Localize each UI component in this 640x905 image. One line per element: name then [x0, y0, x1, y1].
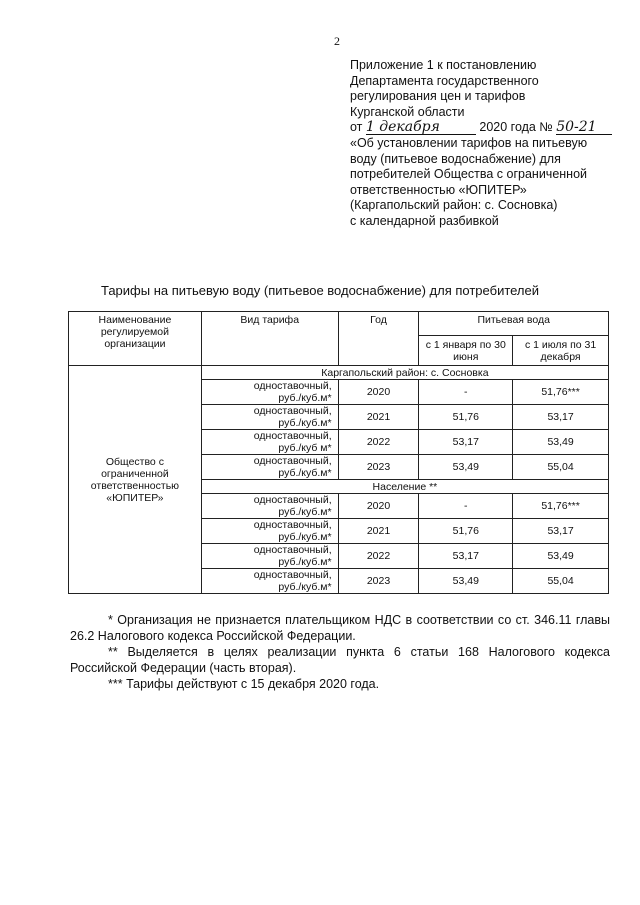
organization-cell: Общество с ограниченной ответственностью «ЮПИТЕР»	[69, 366, 202, 594]
value-h2: 53,17	[513, 519, 609, 544]
tariff-kind	[201, 380, 338, 405]
kind-unit: руб./куб.м*	[278, 506, 332, 518]
year-text: 2020 года №	[479, 120, 553, 135]
value-h2: 51,76***	[513, 380, 609, 405]
value-h2: 53,17	[513, 405, 609, 430]
subject-line: ответственностью «ЮПИТЕР»	[350, 182, 527, 197]
value-h2: 55,04	[513, 455, 609, 480]
value-h1: 53,49	[419, 455, 513, 480]
header-period-1: с 1 января по 30 июня	[419, 336, 513, 366]
kind-line: одноставочный,	[253, 405, 332, 417]
header-date-line	[350, 120, 610, 136]
tariff-kind	[201, 569, 338, 594]
value-h2: 53,49	[513, 544, 609, 569]
year-cell: 2023	[338, 569, 419, 594]
year-cell: 2020	[338, 494, 419, 519]
kind-unit: руб./куб м*	[278, 442, 332, 454]
tariff-kind	[201, 544, 338, 569]
value-h1: 51,76	[419, 405, 513, 430]
subject-line: «Об установлении тарифов на питьевую	[350, 135, 588, 150]
tariff-table	[68, 311, 609, 594]
value-h1: 51,76	[419, 519, 513, 544]
kind-line: одноставочный,	[253, 380, 332, 392]
footnote: *** Тарифы действуют с 15 декабря 2020 года.	[108, 677, 380, 691]
header-line: Курганской области	[350, 104, 465, 119]
appendix-header	[350, 58, 610, 230]
subject-line: воду (питьевое водоснабжение) для	[350, 151, 561, 166]
tariff-kind	[201, 494, 338, 519]
header-year: Год	[338, 312, 419, 366]
kind-line: одноставочный,	[253, 494, 332, 506]
date-prefix: от	[350, 120, 363, 135]
year-cell: 2021	[338, 405, 419, 430]
tariff-kind	[201, 405, 338, 430]
year-cell: 2021	[338, 519, 419, 544]
subject-line: потребителей Общества с ограниченной	[350, 167, 588, 182]
kind-unit: руб./куб.м*	[278, 531, 332, 543]
footnotes	[70, 612, 610, 692]
year-cell: 2023	[338, 455, 419, 480]
footnote: ** Выделяется в целях реализации пункта 6 статьи 168 Налогового кодекса Российской Федерации (часть вторая).	[70, 645, 610, 675]
kind-line: одноставочный,	[253, 544, 332, 556]
header-kind: Вид тарифа	[201, 312, 338, 366]
handwritten-date: 1 декабря	[366, 121, 476, 135]
value-h1: 53,49	[419, 569, 513, 594]
subject-line: (Каргапольский район: с. Сосновка)	[350, 198, 558, 213]
value-h1: -	[419, 494, 513, 519]
header-period-2: с 1 июля по 31 декабря	[513, 336, 609, 366]
tariff-kind	[201, 455, 338, 480]
tariff-kind	[201, 430, 338, 455]
value-h1: 53,17	[419, 430, 513, 455]
header-line: регулирования цен и тарифов	[350, 89, 526, 104]
kind-unit: руб./куб.м*	[278, 392, 332, 404]
kind-line: одноставочный,	[253, 455, 332, 467]
header-water: Питьевая вода	[419, 312, 609, 336]
table-title: Тарифы на питьевую воду (питьевое водоснабжение) для потребителей	[100, 283, 540, 298]
handwritten-number: 50-21	[556, 121, 612, 135]
year-cell: 2022	[338, 430, 419, 455]
kind-line: одноставочный,	[253, 519, 332, 531]
kind-unit: руб./куб.м*	[278, 556, 332, 568]
header-line: Департамента государственного	[350, 73, 539, 88]
kind-line: одноставочный,	[253, 569, 332, 581]
header-line: Приложение 1 к постановлению	[350, 58, 537, 72]
kind-line: одноставочный,	[253, 430, 332, 442]
tariff-kind	[201, 519, 338, 544]
section-title: Население **	[201, 480, 608, 494]
year-cell: 2020	[338, 380, 419, 405]
subject-line: с календарной разбивкой	[350, 213, 499, 228]
value-h1: 53,17	[419, 544, 513, 569]
page-number: 2	[334, 34, 340, 48]
kind-unit: руб./куб.м*	[278, 581, 332, 593]
value-h2: 55,04	[513, 569, 609, 594]
year-cell: 2022	[338, 544, 419, 569]
kind-unit: руб./куб.м*	[278, 467, 332, 479]
section-title: Каргапольский район: с. Сосновка	[201, 366, 608, 380]
footnote: * Организация не признается плательщиком НДС в соответствии со ст. 346.11 главы 26.2 Налогового кодекса Российской Федерации.	[70, 613, 610, 643]
value-h2: 51,76***	[513, 494, 609, 519]
value-h2: 53,49	[513, 430, 609, 455]
header-org: Наименование регулируемой организации	[69, 312, 202, 366]
value-h1: -	[419, 380, 513, 405]
kind-unit: руб./куб.м*	[278, 417, 332, 429]
